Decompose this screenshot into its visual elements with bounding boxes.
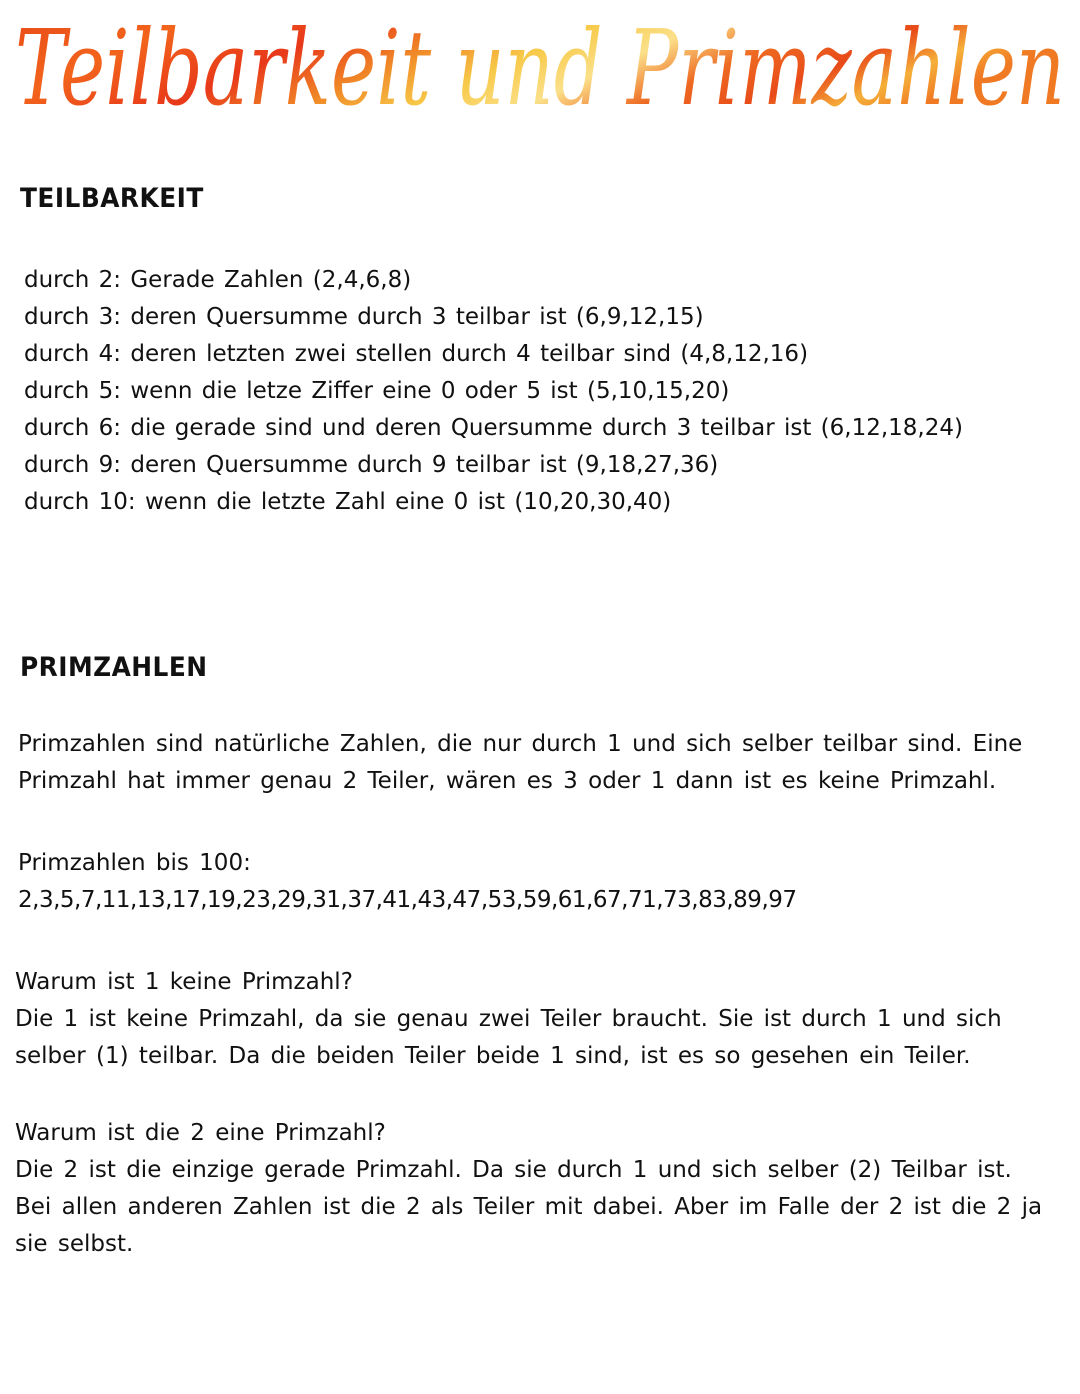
primzahlen-heading: PRIMZAHLEN [20,652,208,683]
answer-two: Die 2 ist die einzige gerade Primzahl. Da sie durch 1 und sich selber (2) Teilbar ist. Bei allen anderen Zahlen ist die 2 als Teiler mit dabei. Aber im Falle der 2 ist die 2 ja sie selbst. [15,1157,1043,1257]
rule-item: durch 3: deren Quersumme durch 3 teilbar ist (6,9,12,15) [24,304,704,330]
title-lettering [0,0,1080,140]
rule-item: durch 9: deren Quersumme durch 9 teilbar ist (9,18,27,36) [24,452,719,478]
teilbarkeit-heading: TEILBARKEIT [20,183,204,214]
primzahlen-definition: Primzahlen sind natürliche Zahlen, die nur durch 1 und sich selber teilbar sind. Eine Primzahl hat immer genau 2 Teiler, wären es 3 oder 1 dann ist es keine Primzahl. [18,731,1023,794]
question-two: Warum ist die 2 eine Primzahl? [15,1120,386,1146]
answer-one: Die 1 ist keine Primzahl, da sie genau zwei Teiler braucht. Sie ist durch 1 und sich selber (1) teilbar. Da die beiden Teiler beide 1 sind, ist es so gesehen ein Teiler. [15,1006,1002,1069]
page-title [0,0,1080,140]
rule-item: durch 10: wenn die letzte Zahl eine 0 ist (10,20,30,40) [24,489,672,515]
rule-item: durch 2: Gerade Zahlen (2,4,6,8) [24,267,412,293]
primes-to-100-label: Primzahlen bis 100: [18,850,251,876]
rule-item: durch 6: die gerade sind und deren Quersumme durch 3 teilbar ist (6,12,18,24) [24,415,963,441]
primes-to-100-list: 2,3,5,7,11,13,17,19,23,29,31,37,41,43,47,53,59,61,67,71,73,83,89,97 [18,887,797,913]
title-text: Teilbarkeit und Primzahlen [15,7,1065,129]
rule-item: durch 4: deren letzten zwei stellen durch 4 teilbar sind (4,8,12,16) [24,341,809,367]
teilbarkeit-rules-list [24,262,963,521]
question-one: Warum ist 1 keine Primzahl? [15,969,353,995]
rule-item: durch 5: wenn die letze Ziffer eine 0 oder 5 ist (5,10,15,20) [24,378,730,404]
